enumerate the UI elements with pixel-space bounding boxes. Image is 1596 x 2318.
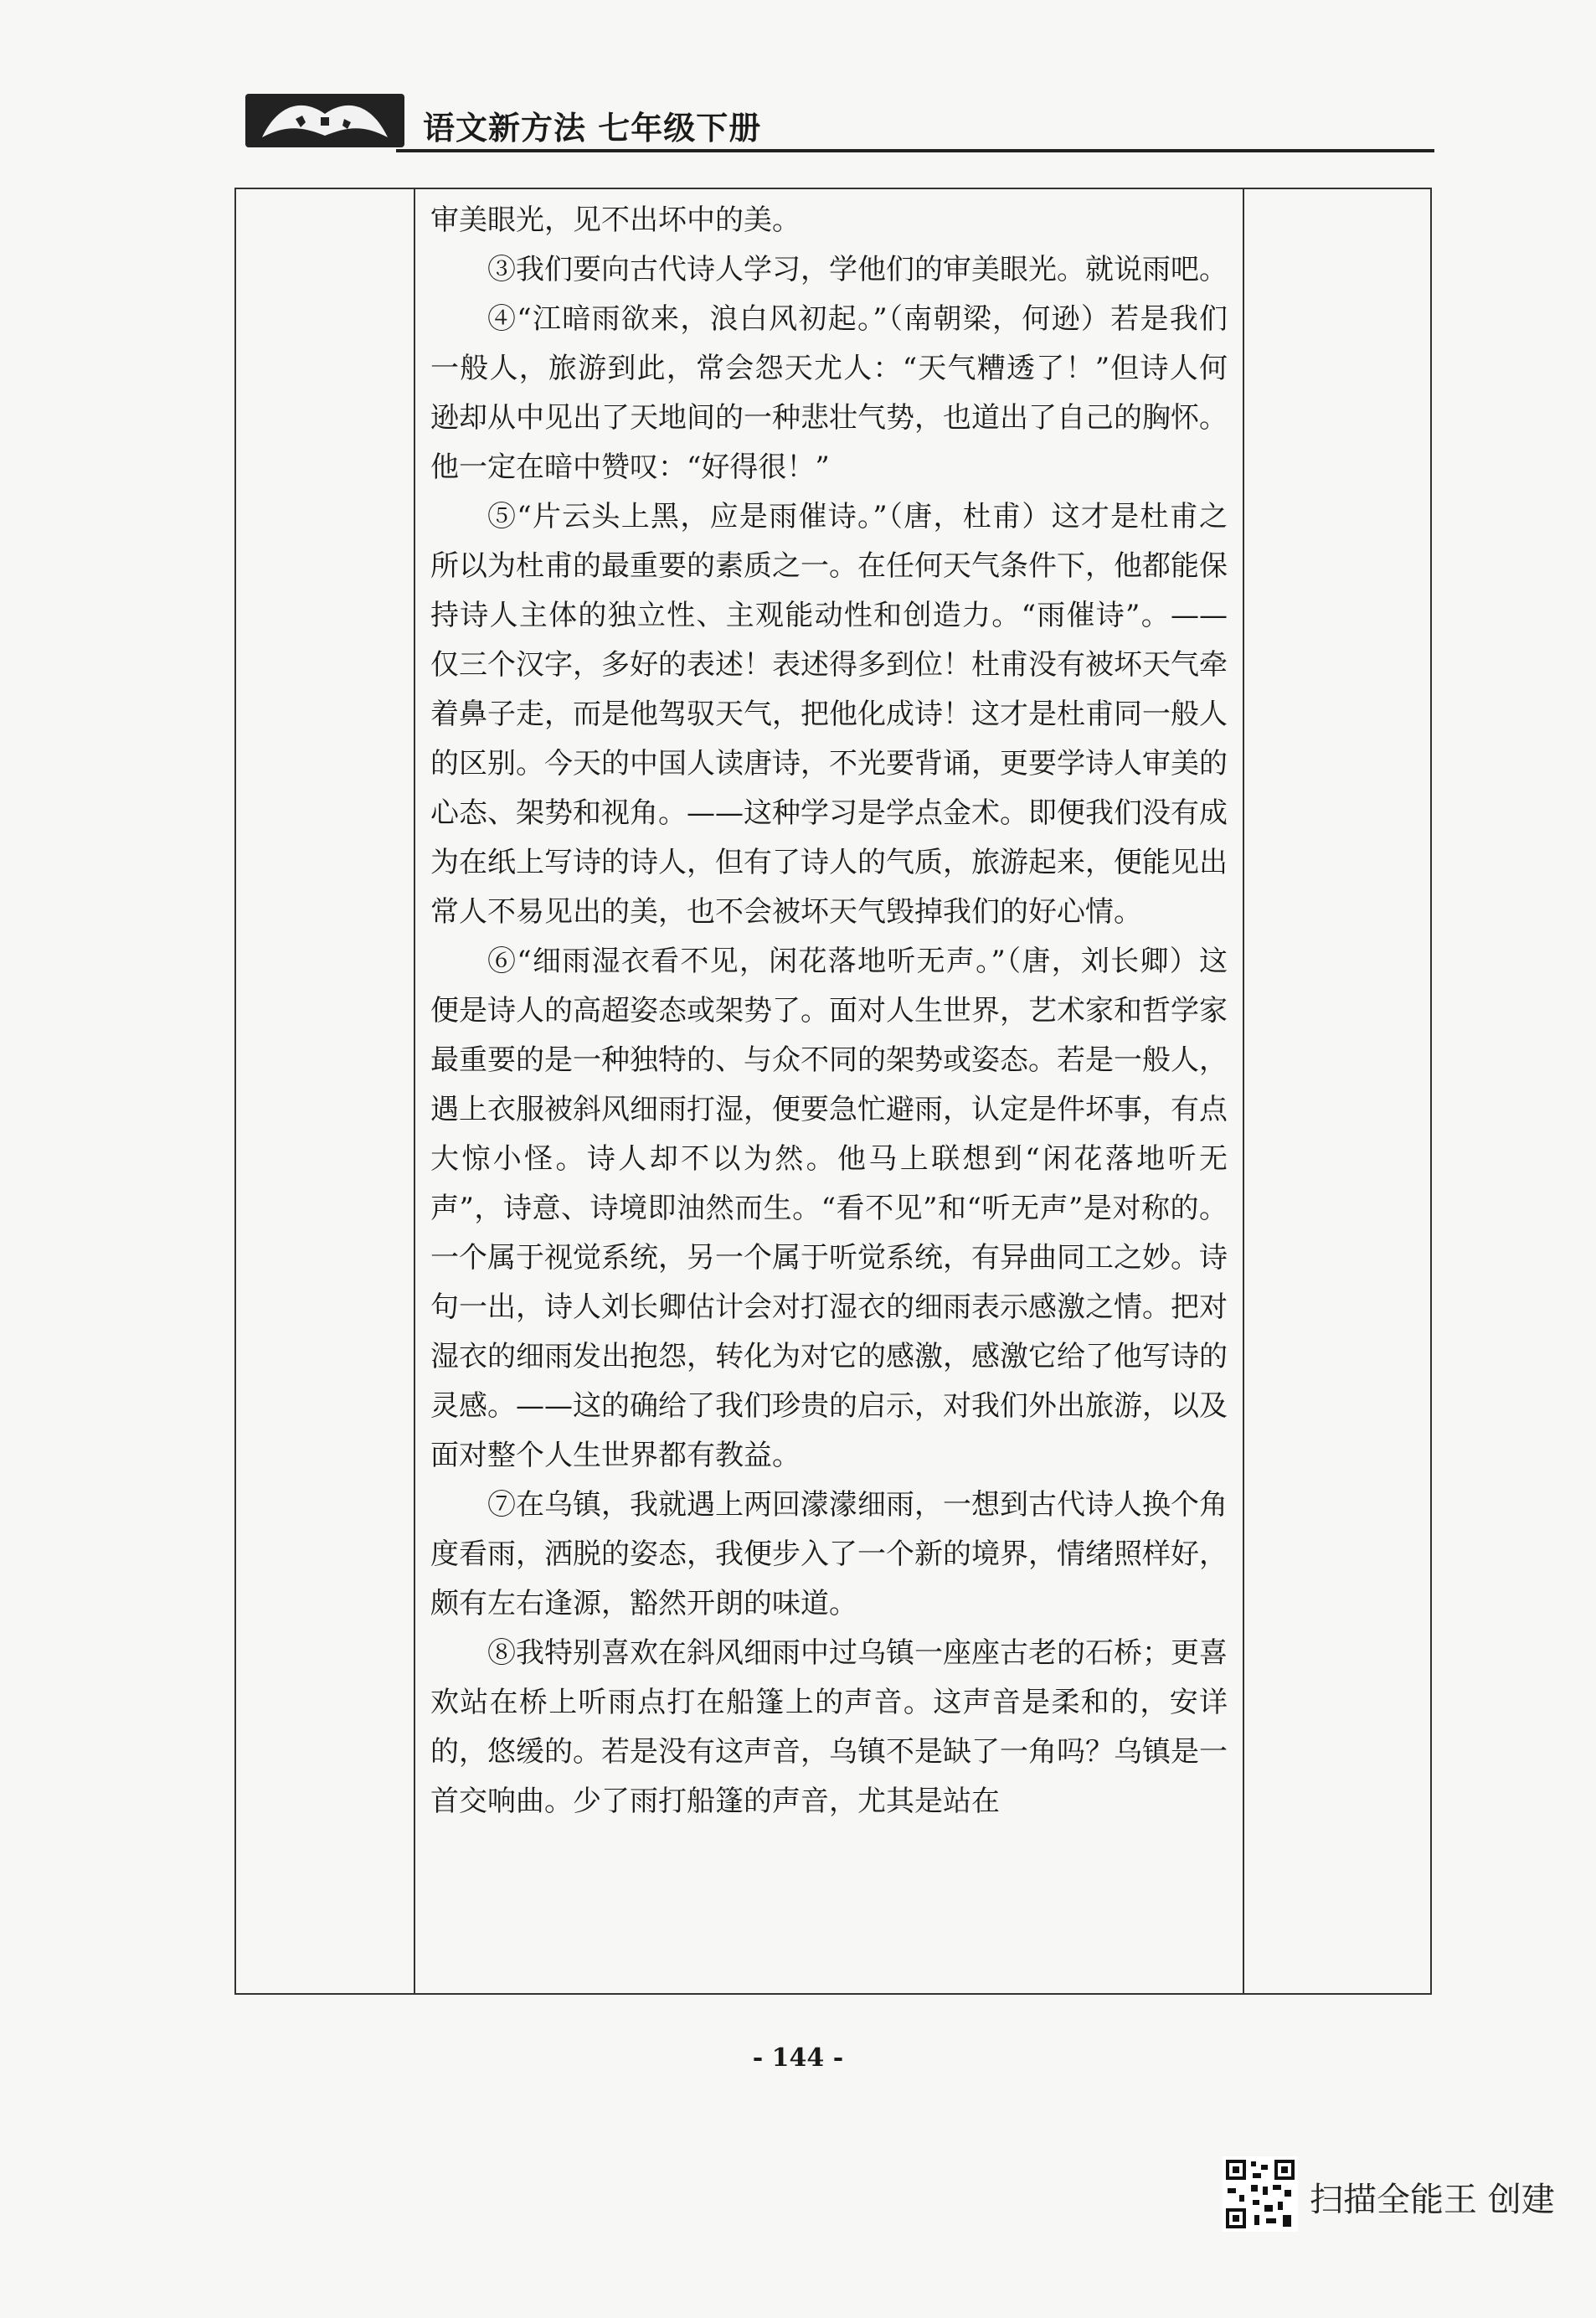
page-number: - 144 - <box>752 2043 844 2073</box>
header-rule <box>396 149 1434 152</box>
left-column-divider <box>414 189 415 1993</box>
paragraph: ⑥“细雨湿衣看不见，闲花落地听无声。”（唐，刘长卿）这便是诗人的高超姿态或架势了。面对人生世界，艺术家和哲学家最重要的是一种独特的、与众不同的架势或姿态。若是一般人，遇上衣服被斜风细雨打湿，便要急忙避雨，认定是件坏事，有点大惊小怪。诗人却不以为然。他马上联想到“闲花落地听无声”，诗意、诗境即油然而生。“看不见”和“听无声”是对称的。一个属于视觉系统，另一个属于听觉系统，有异曲同工之妙。诗句一出，诗人刘长卿估计会对打湿衣的细雨表示感激之情。把对湿衣的细雨发出抱怨，转化为对它的感激，感激它给了他写诗的灵感。——这的确给了我们珍贵的启示，对我们外出旅游，以及面对整个人生世界都有教益。 <box>430 945 1228 1472</box>
scanner-watermark <box>1223 2156 1574 2240</box>
page-header <box>245 94 1434 152</box>
book-title: 语文新方法 七年级下册 <box>423 110 762 147</box>
paragraph: ⑧我特别喜欢在斜风细雨中过乌镇一座座古老的石桥；更喜欢站在桥上听雨点打在船篷上的声音。这声音是柔和的，安详的，悠缓的。若是没有这声音，乌镇不是缺了一角吗？乌镇是一首交响曲。少了雨打船篷的声音，尤其是站在 <box>430 1636 1228 1818</box>
qr-code-icon <box>1223 2156 1298 2232</box>
watermark-text: 扫描全能王 创建 <box>1310 2181 1555 2219</box>
right-column-divider <box>1243 189 1244 1993</box>
paragraph: ④“江暗雨欲来，浪白风初起。”（南朝梁，何逊）若是我们一般人，旅游到此，常会怨天尤人：“天气糟透了！”但诗人何逊却从中见出了天地间的一种悲壮气势，也道出了自己的胸怀。他一定在暗中赞叹：“好得很！” <box>430 302 1228 484</box>
paragraph: ⑦在乌镇，我就遇上两回濛濛细雨，一想到古代诗人换个角度看雨，洒脱的姿态，我便步入了一个新的境界，情绪照样好，颇有左右逢源，豁然开朗的味道。 <box>430 1488 1228 1620</box>
series-logo <box>245 94 404 147</box>
paragraph: 审美眼光，见不出坏中的美。 <box>430 203 801 237</box>
reading-text <box>430 196 1228 1826</box>
paragraph: ⑤“片云头上黑，应是雨催诗。”（唐，杜甫）这才是杜甫之所以为杜甫的最重要的素质之一。在任何天气条件下，他都能保持诗人主体的独立性、主观能动性和创造力。“雨催诗”。——仅三个汉字，多好的表述！表述得多到位！杜甫没有被坏天气牵着鼻子走，而是他驾驭天气，把他化成诗！这才是杜甫同一般人的区别。今天的中国人读唐诗，不光要背诵，更要学诗人审美的心态、架势和视角。——这种学习是学点金术。即便我们没有成为在纸上写诗的诗人，但有了诗人的气质，旅游起来，便能见出常人不易见出的美，也不会被坏天气毁掉我们的好心情。 <box>430 500 1228 929</box>
paragraph: ③我们要向古代诗人学习，学他们的审美眼光。就说雨吧。 <box>487 253 1228 286</box>
content-table <box>234 188 1432 1995</box>
